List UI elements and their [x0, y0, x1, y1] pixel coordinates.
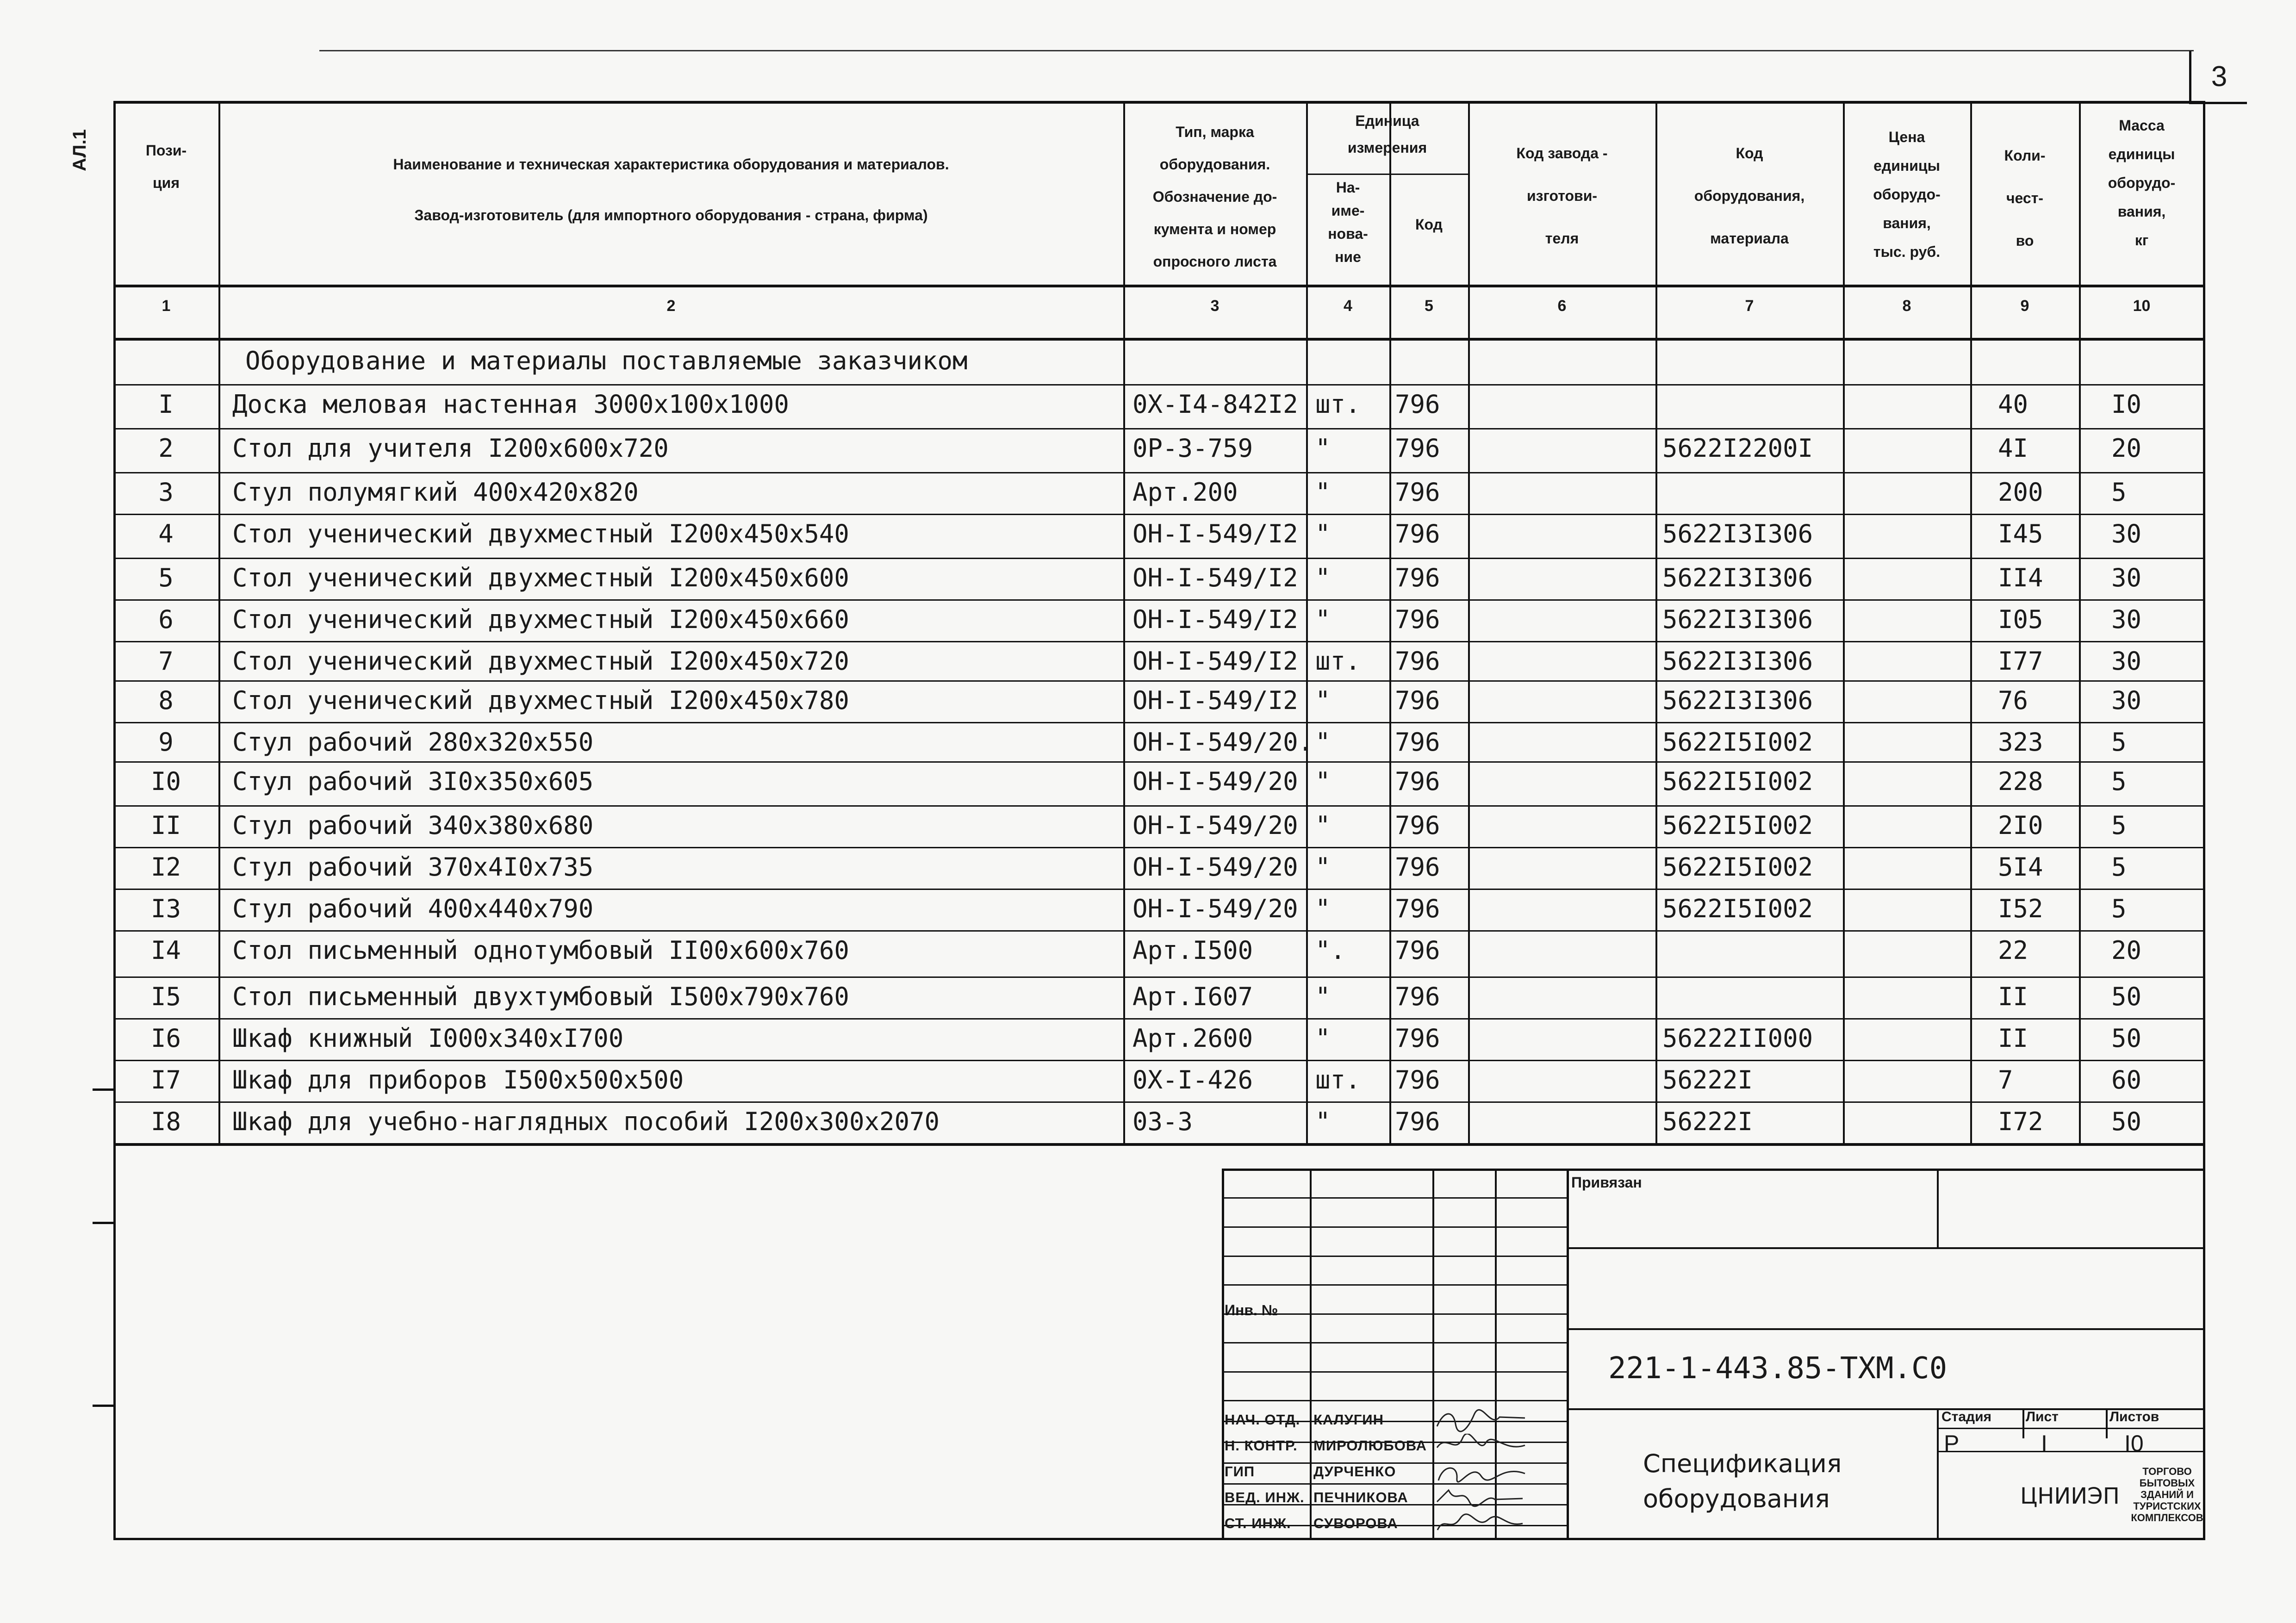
- column-number: 3: [1210, 297, 1220, 315]
- name-cell: Шкаф книжный I000х340хI700: [232, 1024, 624, 1053]
- stamp-grid-line: [1222, 1342, 1567, 1343]
- table-bottom-line: [113, 1143, 2205, 1146]
- column-number: 4: [1344, 297, 1352, 315]
- unit-code-cell: 796: [1395, 728, 1440, 757]
- name-cell: Шкаф для приборов I500х500х500: [232, 1065, 684, 1094]
- name-cell: Стол письменный двухтумбовый I500х790х760: [232, 982, 849, 1011]
- type-cell: ОН-I-549/20: [1132, 852, 1298, 882]
- stamp-role: ВЕД. ИНЖ.: [1225, 1489, 1305, 1505]
- position-cell: I: [158, 390, 174, 419]
- unit-name-cell: ": [1315, 852, 1331, 882]
- stamp-role: СТ. ИНЖ.: [1225, 1515, 1291, 1531]
- sheets-label: Листов: [2109, 1409, 2159, 1424]
- unit-name-cell: ": [1315, 434, 1331, 463]
- unit-code-cell: 796: [1395, 1024, 1440, 1053]
- position-cell: I4: [150, 936, 181, 965]
- signature-scribble: [1435, 1511, 1527, 1537]
- unit-code-cell: 796: [1395, 390, 1440, 419]
- quantity-cell: II: [1998, 1024, 2028, 1053]
- quantity-cell: 2I0: [1998, 811, 2043, 840]
- table-column-line: [218, 101, 220, 1143]
- column-number: 6: [1557, 297, 1567, 315]
- table-column-line: [1970, 101, 1972, 1143]
- unit-code-cell: 796: [1395, 1107, 1440, 1136]
- name-cell: Стул полумягкий 400х420х820: [232, 478, 639, 507]
- stamp-person-name: ДУРЧЕНКО: [1313, 1463, 1396, 1480]
- quantity-cell: I72: [1998, 1107, 2043, 1136]
- header-name-line2: Завод-изготовитель (для импортного оборудования - страна, фирма): [414, 207, 928, 224]
- column-number: 2: [666, 297, 676, 315]
- mass-cell: 30: [2111, 647, 2142, 676]
- position-cell: I2: [150, 852, 181, 882]
- stamp-line: [2106, 1408, 2108, 1438]
- header-type: Тип, марка оборудования. Обозначение до- кумента и номер опросного листа: [1152, 124, 1277, 270]
- header-unit-group: Единица измерения: [1347, 112, 1427, 156]
- table-column-line: [2079, 101, 2081, 1143]
- name-cell: Стол для учителя I200х600х720: [232, 434, 669, 463]
- stamp-grid-line: [1222, 1313, 1567, 1315]
- position-cell: 8: [158, 686, 174, 715]
- equipment-code-cell: 5622I3I306: [1662, 563, 1813, 592]
- equipment-code-cell: 5622I5I002: [1662, 852, 1813, 882]
- type-cell: ОН-I-549/20: [1132, 811, 1298, 840]
- table-row-line: [113, 1101, 2205, 1103]
- unit-name-cell: ": [1315, 728, 1331, 757]
- type-cell: ОН-I-549/20: [1132, 767, 1298, 796]
- equipment-code-cell: 5622I3I306: [1662, 686, 1813, 715]
- column-number: 8: [1902, 297, 1911, 315]
- header-position: Пози- ция: [145, 142, 187, 191]
- equipment-code-cell: 56222II000: [1662, 1024, 1813, 1053]
- stamp-line: [1937, 1428, 2205, 1429]
- type-cell: ОН-I-549/20: [1132, 894, 1298, 923]
- equipment-code-cell: 5622I2200I: [1662, 434, 1813, 463]
- type-cell: 03-3: [1132, 1107, 1193, 1136]
- type-cell: 0Х-I4-842I2: [1132, 390, 1298, 419]
- unit-name-cell: ": [1315, 1024, 1331, 1053]
- quantity-cell: I45: [1998, 519, 2043, 548]
- header-bottom-line: [113, 285, 2205, 287]
- table-row-line: [113, 847, 2205, 848]
- stamp-person-name: СУВОРОВА: [1313, 1515, 1398, 1531]
- sheet-label: Лист: [2026, 1409, 2059, 1424]
- equipment-code-cell: 5622I5I002: [1662, 767, 1813, 796]
- table-row-line: [113, 930, 2205, 932]
- stamp-person-name: ПЕЧНИКОВА: [1313, 1489, 1408, 1505]
- stamp-person-name: МИРОЛЮБОВА: [1313, 1437, 1427, 1454]
- stamp-top-line: [1222, 1169, 2205, 1171]
- header-unit-divider: [1306, 174, 1468, 175]
- name-cell: Стол ученический двухместный I200х450х600: [232, 563, 849, 592]
- table-column-line: [1306, 101, 1308, 1143]
- unit-code-cell: 796: [1395, 767, 1440, 796]
- type-cell: ОН-I-549/I2: [1132, 686, 1298, 715]
- table-column-line: [1843, 101, 1845, 1143]
- stage-value: Р: [1944, 1430, 1960, 1456]
- type-cell: Арт.I500: [1132, 936, 1253, 965]
- name-cell: Стул рабочий 3I0х350х605: [232, 767, 594, 796]
- signature-scribble: [1435, 1460, 1527, 1486]
- name-cell: Стул рабочий 400х440х790: [232, 894, 594, 923]
- header-mass: Масса единицы оборудо- вания, кг: [2108, 117, 2176, 249]
- signature-scribble: [1435, 1408, 1527, 1434]
- column-number: 7: [1745, 297, 1754, 315]
- header-equipment-code: Код оборудования, материала: [1694, 145, 1805, 247]
- mass-cell: 50: [2111, 982, 2142, 1011]
- privyazan-label: Привязан: [1571, 1174, 1642, 1191]
- stamp-grid-line: [1222, 1284, 1567, 1286]
- quantity-cell: 22: [1998, 936, 2028, 965]
- table-row-line: [113, 805, 2205, 807]
- position-cell: I5: [150, 982, 181, 1011]
- stage-label: Стадия: [1941, 1409, 1992, 1424]
- mass-cell: 20: [2111, 936, 2142, 965]
- unit-name-cell: ": [1315, 563, 1331, 592]
- stamp-role: ГИП: [1225, 1463, 1255, 1480]
- table-column-line: [1468, 101, 1470, 1143]
- name-cell: Шкаф для учебно-наглядных пособий I200х300х2070: [232, 1107, 940, 1136]
- position-cell: 6: [158, 605, 174, 634]
- organization-subtitle: ТОРГОВО БЫТОВЫХ ЗДАНИЙ И ТУРИСТСКИХ КОМПЛЕКСОВ: [2131, 1466, 2203, 1524]
- quantity-cell: 5I4: [1998, 852, 2043, 882]
- mass-cell: 5: [2111, 728, 2127, 757]
- unit-name-cell: ": [1315, 686, 1331, 715]
- table-row-line: [113, 680, 2205, 682]
- stamp-grid-line: [1222, 1371, 1567, 1373]
- name-cell: Стол ученический двухместный I200х450х660: [232, 605, 849, 634]
- stamp-line: [1567, 1247, 2205, 1249]
- signature-scribble: [1435, 1486, 1527, 1511]
- mass-cell: 5: [2111, 852, 2127, 882]
- name-cell: Стол ученический двухместный I200х450х780: [232, 686, 849, 715]
- unit-name-cell: ": [1315, 811, 1331, 840]
- type-cell: ОН-I-549/I2: [1132, 519, 1298, 548]
- unit-name-cell: ".: [1315, 936, 1346, 965]
- position-cell: 7: [158, 647, 174, 676]
- stamp-grid-line: [1222, 1197, 1567, 1199]
- section-title: Оборудование и материалы поставляемые заказчиком: [245, 346, 968, 375]
- quantity-cell: I05: [1998, 605, 2043, 634]
- mass-cell: 5: [2111, 894, 2127, 923]
- type-cell: ОН-I-549/I2: [1132, 563, 1298, 592]
- table-row-line: [113, 761, 2205, 763]
- unit-code-cell: 796: [1395, 519, 1440, 548]
- name-cell: Стул рабочий 340х380х680: [232, 811, 594, 840]
- mass-cell: 5: [2111, 478, 2127, 507]
- unit-code-cell: 796: [1395, 434, 1440, 463]
- equipment-code-cell: 5622I5I002: [1662, 728, 1813, 757]
- type-cell: Арт.2600: [1132, 1024, 1253, 1053]
- title-block: [1222, 1169, 2205, 1540]
- sheets-value: I0: [2124, 1430, 2144, 1456]
- column-numbers-bottom-line: [113, 338, 2205, 341]
- table-row-line: [113, 641, 2205, 642]
- table-row-line: [113, 889, 2205, 890]
- quantity-cell: I77: [1998, 647, 2043, 676]
- name-cell: Стол ученический двухместный I200х450х720: [232, 647, 849, 676]
- column-number: 9: [2020, 297, 2029, 315]
- unit-name-cell: ": [1315, 894, 1331, 923]
- mass-cell: 50: [2111, 1107, 2142, 1136]
- quantity-cell: II4: [1998, 563, 2043, 592]
- mass-cell: 30: [2111, 686, 2142, 715]
- type-cell: Арт.200: [1132, 478, 1238, 507]
- column-number: 1: [162, 297, 171, 315]
- name-cell: Стол письменный однотумбовый II00х600х760: [232, 936, 849, 965]
- unit-name-cell: шт.: [1315, 390, 1361, 419]
- type-cell: Арт.I607: [1132, 982, 1253, 1011]
- mass-cell: 20: [2111, 434, 2142, 463]
- table-column-line: [1389, 101, 1391, 1143]
- stamp-grid-line: [1222, 1400, 1567, 1401]
- stamp-line: [2022, 1408, 2024, 1438]
- table-column-line: [1123, 101, 1125, 1143]
- unit-name-cell: шт.: [1315, 1065, 1361, 1094]
- quantity-cell: 76: [1998, 686, 2028, 715]
- quantity-cell: II: [1998, 982, 2028, 1011]
- unit-name-cell: шт.: [1315, 647, 1361, 676]
- unit-code-cell: 796: [1395, 811, 1440, 840]
- unit-code-cell: 796: [1395, 1065, 1440, 1094]
- position-cell: I7: [150, 1065, 181, 1094]
- quantity-cell: 228: [1998, 767, 2043, 796]
- table-row-line: [113, 558, 2205, 559]
- unit-code-cell: 796: [1395, 936, 1440, 965]
- unit-name-cell: ": [1315, 1107, 1331, 1136]
- document-title-line1: Спецификация: [1643, 1449, 1842, 1478]
- equipment-code-cell: 5622I3I306: [1662, 647, 1813, 676]
- equipment-code-cell: 5622I3I306: [1662, 605, 1813, 634]
- name-cell: Доска меловая настенная 3000х100х1000: [232, 390, 789, 419]
- stamp-main-divider: [1567, 1169, 1569, 1540]
- table-row-line: [113, 472, 2205, 473]
- stamp-line: [1567, 1408, 2205, 1410]
- mass-cell: 50: [2111, 1024, 2142, 1053]
- stamp-line: [1937, 1451, 2205, 1452]
- position-cell: I8: [150, 1107, 181, 1136]
- equipment-code-cell: 5622I3I306: [1662, 519, 1813, 548]
- unit-code-cell: 796: [1395, 982, 1440, 1011]
- mass-cell: 30: [2111, 605, 2142, 634]
- table-column-line: [1655, 101, 1657, 1143]
- unit-name-cell: ": [1315, 982, 1331, 1011]
- equipment-code-cell: 5622I5I002: [1662, 811, 1813, 840]
- equipment-code-cell: 5622I5I002: [1662, 894, 1813, 923]
- stamp-line: [1937, 1169, 1939, 1247]
- table-row-line: [113, 428, 2205, 429]
- table-row-line: [113, 1018, 2205, 1020]
- header-quantity: Коли- чест- во: [2004, 147, 2046, 249]
- stamp-role: НАЧ. ОТД.: [1225, 1412, 1300, 1428]
- unit-code-cell: 796: [1395, 478, 1440, 507]
- header-price: Цена единицы оборудо- вания, тыс. руб.: [1873, 129, 1941, 260]
- position-cell: 3: [158, 478, 174, 507]
- inventory-number-label: Инв. №: [1225, 1302, 1278, 1318]
- mass-cell: I0: [2111, 390, 2142, 419]
- quantity-cell: 4I: [1998, 434, 2028, 463]
- type-cell: 0Х-I-426: [1132, 1065, 1253, 1094]
- equipment-code-cell: 56222I: [1662, 1065, 1753, 1094]
- mass-cell: 60: [2111, 1065, 2142, 1094]
- header-factory-code: Код завода - изготови- теля: [1516, 145, 1608, 247]
- unit-name-cell: ": [1315, 519, 1331, 548]
- position-cell: I3: [150, 894, 181, 923]
- name-cell: Стул рабочий 280х320х550: [232, 728, 594, 757]
- mass-cell: 5: [2111, 811, 2127, 840]
- unit-code-cell: 796: [1395, 686, 1440, 715]
- signature-scribble: [1435, 1434, 1527, 1460]
- position-cell: I6: [150, 1024, 181, 1053]
- name-cell: Стул рабочий 370х4I0х735: [232, 852, 594, 882]
- mass-cell: 30: [2111, 563, 2142, 592]
- section-row-line: [113, 384, 2205, 386]
- table-row-line: [113, 722, 2205, 723]
- stamp-line: [1567, 1328, 2205, 1330]
- position-cell: 9: [158, 728, 174, 757]
- quantity-cell: 7: [1998, 1065, 2013, 1094]
- unit-code-cell: 796: [1395, 605, 1440, 634]
- header-unit-name: На- име- нова- ние: [1328, 179, 1368, 265]
- unit-name-cell: ": [1315, 605, 1331, 634]
- sheet-number: 3: [2189, 51, 2247, 104]
- column-number: 10: [2133, 297, 2151, 315]
- quantity-cell: 200: [1998, 478, 2043, 507]
- unit-name-cell: ": [1315, 767, 1331, 796]
- organization-name: ЦНИИЭП: [2020, 1483, 2120, 1509]
- stamp-grid-line: [1222, 1256, 1567, 1257]
- position-cell: I0: [150, 767, 181, 796]
- table-row-line: [113, 976, 2205, 978]
- quantity-cell: I52: [1998, 894, 2043, 923]
- side-label: АЛ.1: [69, 129, 90, 171]
- mass-cell: 30: [2111, 519, 2142, 548]
- column-number: 5: [1425, 297, 1433, 315]
- position-cell: 2: [158, 434, 174, 463]
- quantity-cell: 40: [1998, 390, 2028, 419]
- type-cell: ОН-I-549/20.: [1132, 728, 1313, 757]
- stamp-person-name: КАЛУГИН: [1313, 1412, 1384, 1428]
- position-cell: 5: [158, 563, 174, 592]
- sheet-value: I: [2041, 1430, 2047, 1456]
- unit-code-cell: 796: [1395, 563, 1440, 592]
- stamp-role: Н. КОНТР.: [1225, 1437, 1298, 1454]
- header-unit-code: Код: [1415, 216, 1443, 233]
- document-title-line2: оборудования: [1643, 1484, 1830, 1513]
- quantity-cell: 323: [1998, 728, 2043, 757]
- type-cell: ОН-I-549/I2: [1132, 605, 1298, 634]
- name-cell: Стол ученический двухместный I200х450х540: [232, 519, 849, 548]
- unit-code-cell: 796: [1395, 852, 1440, 882]
- position-cell: II: [150, 811, 181, 840]
- unit-code-cell: 796: [1395, 647, 1440, 676]
- mass-cell: 5: [2111, 767, 2127, 796]
- unit-code-cell: 796: [1395, 894, 1440, 923]
- stamp-grid-line: [1222, 1226, 1567, 1228]
- table-row-line: [113, 514, 2205, 515]
- position-cell: 4: [158, 519, 174, 548]
- unit-name-cell: ": [1315, 478, 1331, 507]
- header-name-line1: Наименование и техническая характеристика оборудования и материалов.: [393, 156, 949, 173]
- type-cell: 0Р-3-759: [1132, 434, 1253, 463]
- table-row-line: [113, 1060, 2205, 1061]
- equipment-code-cell: 56222I: [1662, 1107, 1753, 1136]
- document-code: 221-1-443.85-ТХМ.С0: [1608, 1351, 1948, 1386]
- type-cell: ОН-I-549/I2: [1132, 647, 1298, 676]
- table-row-line: [113, 599, 2205, 601]
